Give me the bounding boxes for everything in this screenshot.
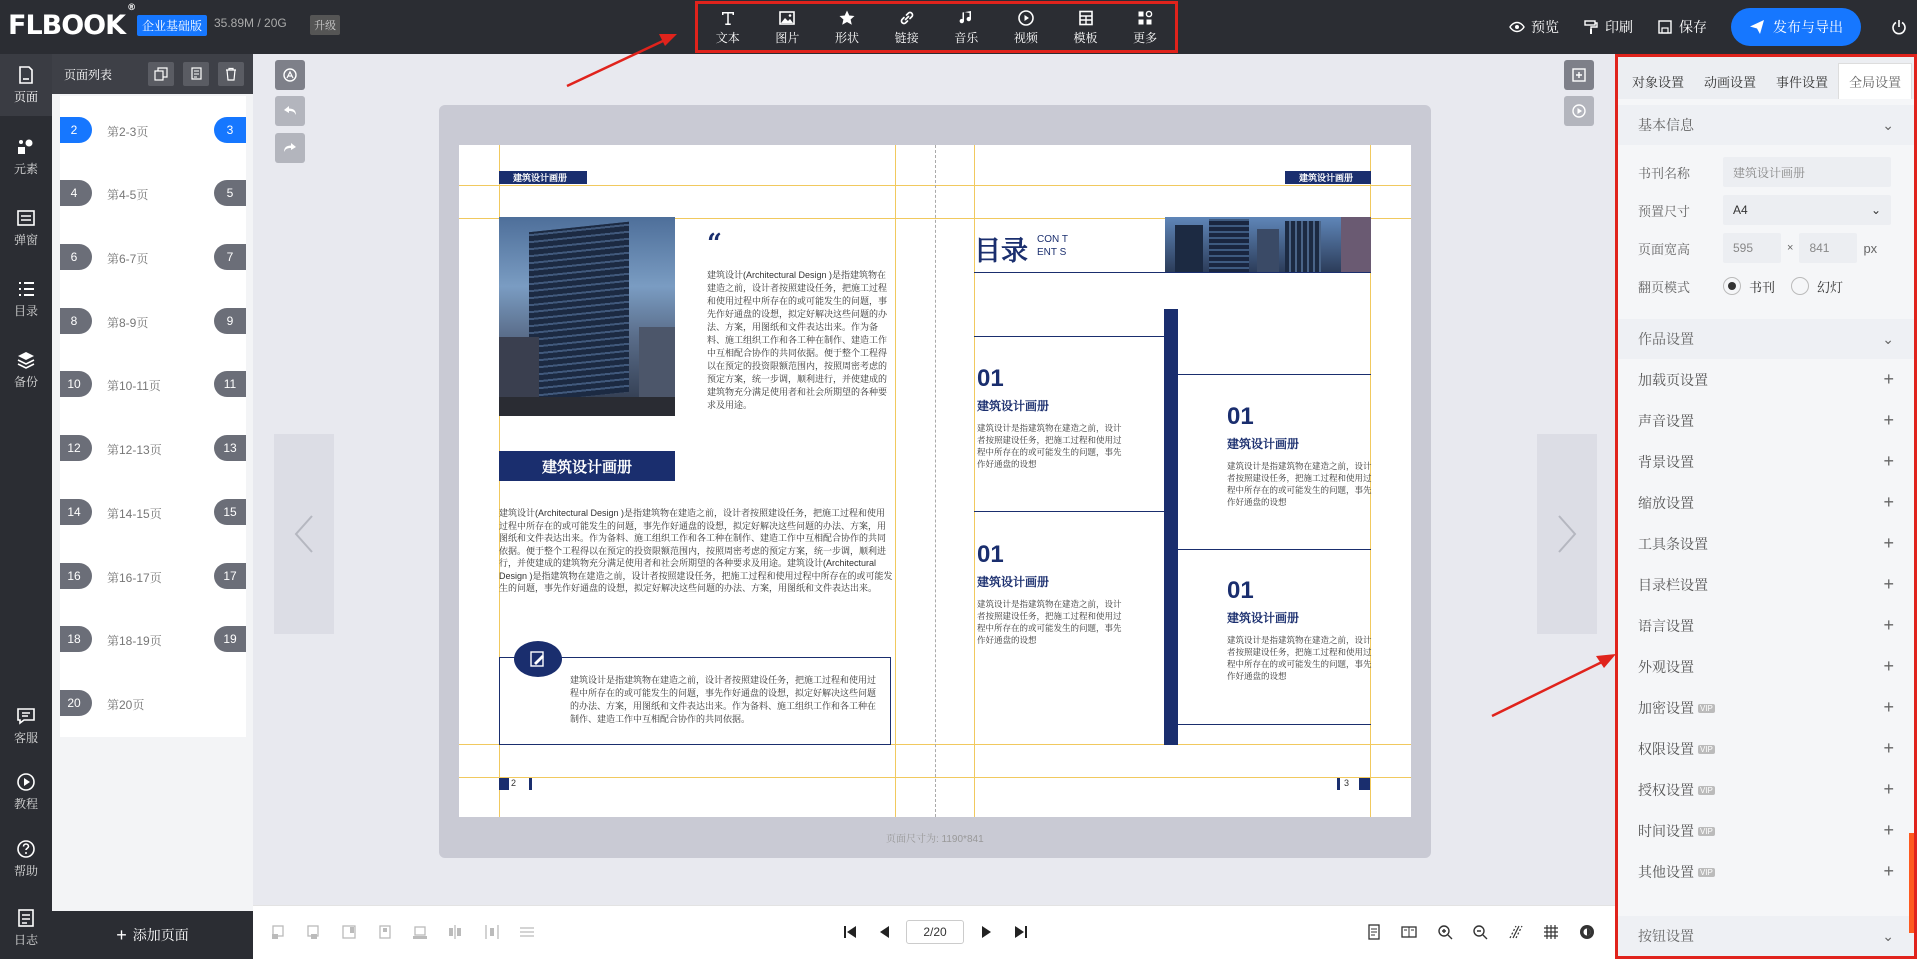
align-right-icon[interactable]	[341, 924, 357, 940]
nav-service[interactable]: 客服	[0, 695, 52, 757]
settings-panel: 对象设置 动画设置 事件设置 全局设置 基本信息 ⌄ 书刊名称 建筑设计画册 预置尺寸 A4 ⌄ 页面宽高 595 × 841 px 翻页模式 书刊 幻灯 作品设置 ⌄ 加载页设置 + 声音设置 + 背景设置 + 缩放设置 + 工具条设置 + 目录栏设置 + 语言设置 + 外观设置 + 加密设置 VIP + 权限设置 VIP + 授权设置 VIP + 时间设置 VIP + 其他设置 VIP + 按钮设置 ⌄	[1615, 54, 1917, 959]
eye-icon	[1509, 19, 1525, 35]
page-number-badge: 16	[60, 563, 92, 589]
play-circle-icon	[1571, 103, 1587, 119]
settings-row-label: 外观设置	[1638, 658, 1694, 675]
right-page-number: 3	[1344, 778, 1350, 788]
chevron-down-icon: ⌄	[1882, 330, 1894, 347]
plus-icon: +	[1883, 861, 1894, 881]
backup-icon	[16, 350, 36, 370]
plus-icon: +	[1883, 451, 1894, 471]
plus-icon: +	[1883, 533, 1894, 553]
text-icon	[719, 9, 737, 27]
settings-list	[1618, 359, 1914, 892]
spread-label: 第14-15页	[107, 507, 162, 521]
vip-badge: VIP	[1700, 745, 1713, 755]
skyline-photo[interactable]	[1165, 217, 1371, 273]
plus-icon: +	[1883, 369, 1894, 389]
settings-row-label: 目录栏设置	[1638, 576, 1708, 593]
top-bar	[0, 0, 1917, 54]
spread-label: 第10-11页	[107, 379, 161, 393]
copy-page-button[interactable]	[148, 62, 174, 86]
page-number-badge: 20	[60, 690, 92, 716]
page-list-title: 页面列表	[64, 67, 113, 82]
work-settings-section[interactable]: 作品设置 ⌄	[1618, 319, 1914, 359]
help-icon	[16, 839, 36, 859]
settings-row[interactable]	[1618, 564, 1914, 605]
page-height-input[interactable]: 841	[1799, 233, 1857, 263]
plus-icon: +	[1883, 492, 1894, 512]
left-page-tag: 建筑设计画册	[499, 171, 587, 184]
ai-tool-button[interactable]	[275, 60, 305, 90]
edition-badge: 企业基础版	[137, 15, 207, 36]
insert-toolbar	[695, 1, 1178, 53]
edit-note-icon	[514, 641, 562, 677]
storage-usage: 35.89M / 20G	[214, 16, 287, 30]
settings-row-label: 背景设置	[1638, 453, 1694, 470]
plus-icon: +	[116, 924, 127, 945]
align-middle-icon[interactable]	[412, 924, 428, 940]
spread-label: 第2-3页	[107, 125, 149, 139]
delete-page-button[interactable]	[218, 62, 244, 86]
spread-label: 第8-9页	[107, 316, 149, 330]
quote-mark: “	[707, 229, 722, 259]
toc-item[interactable]: 01 建筑设计画册 建筑设计是指建筑物在建造之前，设计者按照建设任务，把施工过程和使用过程中所存在的或可能发生的问题，事先作好通盘的设想	[1227, 403, 1372, 507]
settings-row[interactable]	[1618, 605, 1914, 646]
send-icon	[1749, 19, 1765, 35]
page-spread-item[interactable]	[60, 478, 246, 546]
distribute-h-icon[interactable]	[484, 924, 500, 940]
page-number-badge: 18	[60, 626, 92, 652]
zoom-out-icon[interactable]	[1472, 924, 1488, 940]
log-icon	[16, 908, 36, 928]
toc-divider-bar	[1164, 309, 1178, 745]
add-page-button[interactable]: + 添加页面	[52, 911, 253, 959]
unit-label: px	[1863, 240, 1878, 256]
plus-icon: +	[1883, 615, 1894, 635]
plus-icon: +	[1883, 779, 1894, 799]
tool-music[interactable]: 音乐	[954, 9, 978, 46]
page-dim-label: 页面宽高	[1638, 241, 1691, 257]
page-spread-item[interactable]	[60, 350, 246, 418]
book-name-label: 书刊名称	[1638, 165, 1691, 181]
prev-page-arrow[interactable]	[274, 434, 334, 634]
nav-page[interactable]: 页面	[0, 54, 52, 116]
page-number-badge: 6	[60, 244, 92, 270]
power-icon	[1891, 19, 1907, 35]
vip-badge: VIP	[1700, 868, 1713, 878]
popup-icon	[16, 208, 36, 228]
nav-tutorial[interactable]: 教程	[0, 761, 52, 823]
spread-view-icon[interactable]	[1401, 924, 1417, 940]
book-name-input[interactable]: 建筑设计画册	[1723, 157, 1891, 187]
tool-shape[interactable]: 形状	[835, 9, 859, 46]
settings-row-label: 授权设置	[1638, 781, 1694, 798]
settings-row-label: 声音设置	[1638, 412, 1694, 429]
zoom-in-icon[interactable]	[1437, 924, 1453, 940]
preset-size-select[interactable]: A4 ⌄	[1723, 195, 1891, 225]
page-list-panel	[52, 54, 253, 959]
tool-more[interactable]: 更多	[1133, 9, 1157, 46]
book-spread[interactable]	[459, 145, 1411, 817]
nav-help[interactable]: 帮助	[0, 828, 52, 890]
ruler-icon[interactable]	[1508, 924, 1524, 940]
note-box	[499, 657, 891, 745]
tab-event-settings[interactable]: 事件设置	[1776, 74, 1829, 90]
tab-global-settings[interactable]: 全局设置	[1838, 63, 1912, 99]
power-button[interactable]	[1881, 19, 1917, 35]
align-top-icon[interactable]	[377, 924, 393, 940]
quote-paragraph: 建筑设计(Architectural Design )是指建筑物在建造之前，设计者按照建设任务，把施工过程和使用过程中所存在的或可能发生的问题，事先作好通盘的设想，拟定好解决这些问题的办法、方案，用图纸和文件表达出来。作为备料、施工组织工作和各工种在制作、建造工作中互相配合协作的共同依据。便于整个工程得以在预定的投资限额范围内，按照周密考虑的预定方案，统一步调，顺利进行，并使建成的建筑物充分满足使用者和社会所期望的各种要求及用途。	[707, 270, 888, 410]
chevron-down-icon: ⌄	[1870, 203, 1881, 217]
settings-row[interactable]	[1618, 523, 1914, 564]
page-number-badge: 14	[60, 499, 92, 525]
save-icon	[1657, 19, 1673, 35]
distribute-v-icon[interactable]	[519, 924, 535, 940]
vip-badge: VIP	[1700, 786, 1713, 796]
right-page-tag: 建筑设计画册	[1285, 171, 1371, 184]
page-number-badge: 10	[60, 371, 92, 397]
template-icon	[1077, 9, 1095, 27]
settings-row[interactable]	[1618, 359, 1914, 400]
flip-mode-label: 翻页模式	[1638, 279, 1691, 295]
prev-page-icon[interactable]	[877, 924, 893, 940]
page-number-badge: 19	[214, 626, 246, 652]
nav-popup[interactable]: 弹窗	[0, 197, 52, 259]
chevron-right-icon	[1555, 514, 1579, 554]
undo-button[interactable]	[275, 96, 305, 126]
page-number-badge: 2	[60, 117, 92, 143]
page-spread-item[interactable]	[60, 287, 246, 355]
page-spread-item[interactable]	[60, 414, 246, 482]
basic-info-section[interactable]: 基本信息 ⌄	[1618, 105, 1914, 145]
page-number-badge: 5	[214, 180, 246, 206]
page-number-badge: 9	[214, 308, 246, 334]
nav-log[interactable]: 日志	[0, 897, 52, 959]
list-icon	[16, 279, 36, 299]
settings-row[interactable]	[1618, 441, 1914, 482]
tool-template[interactable]: 模板	[1074, 9, 1098, 46]
duplicate-icon	[189, 67, 203, 81]
settings-tabs	[1618, 57, 1914, 99]
plus-icon: +	[1883, 697, 1894, 717]
nav-toc[interactable]: 目录	[0, 268, 52, 330]
page-number-badge: 12	[60, 435, 92, 461]
page-number-badge: 8	[60, 308, 92, 334]
chat-icon	[16, 706, 36, 726]
page-number-badge: 11	[214, 371, 246, 397]
align-center-icon[interactable]	[306, 924, 322, 940]
settings-row-label: 时间设置	[1638, 822, 1694, 839]
settings-row-label: 加密设置	[1638, 699, 1694, 716]
settings-row[interactable]	[1618, 728, 1914, 769]
tab-object-settings[interactable]: 对象设置	[1632, 74, 1685, 90]
settings-row[interactable]	[1618, 851, 1914, 892]
flip-book-radio[interactable]	[1723, 277, 1741, 295]
trash-icon	[224, 67, 238, 81]
spread-label: 第20页	[107, 698, 145, 712]
ai-icon	[282, 67, 298, 83]
settings-row[interactable]	[1618, 769, 1914, 810]
last-page-icon[interactable]	[1013, 924, 1029, 940]
duplicate-page-button[interactable]	[183, 62, 209, 86]
add-layer-button[interactable]	[1564, 60, 1594, 90]
publish-export-button[interactable]: 发布与导出	[1731, 8, 1861, 46]
flip-slide-radio[interactable]	[1791, 277, 1809, 295]
settings-row[interactable]	[1618, 646, 1914, 687]
play-icon	[1017, 9, 1035, 27]
redo-icon	[282, 140, 298, 156]
settings-row-label: 其他设置	[1638, 863, 1694, 880]
settings-row[interactable]	[1618, 400, 1914, 441]
building-photo[interactable]	[499, 217, 675, 416]
spread-label: 第16-17页	[107, 571, 162, 585]
page-size-label: 页面尺寸为: 1190*841	[886, 834, 984, 845]
grid-icon[interactable]	[1543, 924, 1559, 940]
undo-icon	[282, 103, 298, 119]
settings-row[interactable]	[1618, 482, 1914, 523]
panel-scrollbar[interactable]	[1909, 833, 1914, 933]
page-number-badge: 4	[60, 180, 92, 206]
vip-badge: VIP	[1700, 704, 1713, 714]
plus-icon: +	[1883, 656, 1894, 676]
page-spread-item[interactable]	[60, 669, 246, 737]
bottom-toolbar	[253, 905, 1615, 959]
title-banner: 建筑设计画册	[499, 451, 675, 481]
page-spread-item[interactable]	[60, 159, 246, 227]
page-icon	[16, 65, 36, 85]
page-spread-item[interactable]	[60, 542, 246, 610]
toc-item[interactable]: 01 建筑设计画册 建筑设计是指建筑物在建造之前，设计者按照建设任务，把施工过程和使用过程中所存在的或可能发生的问题，事先作好通盘的设想	[977, 541, 1122, 645]
page-width-input[interactable]: 595	[1723, 233, 1781, 263]
link-icon	[898, 9, 916, 27]
settings-row[interactable]	[1618, 687, 1914, 728]
settings-row-label: 权限设置	[1638, 740, 1694, 757]
left-page-number: 2	[511, 778, 517, 788]
upgrade-button[interactable]: 升级	[310, 15, 340, 35]
tool-link[interactable]: 链接	[895, 9, 919, 46]
align-bottom-icon[interactable]	[447, 924, 463, 940]
plus-icon: +	[1883, 410, 1894, 430]
times-sign: ×	[1787, 242, 1794, 254]
spread-label: 第12-13页	[107, 443, 162, 457]
page-spread-item[interactable]	[60, 96, 246, 164]
toc-subtitle: CON TENT S	[1037, 234, 1068, 258]
plus-icon: +	[1883, 820, 1894, 840]
page-number-badge: 13	[214, 435, 246, 461]
page-number-badge: 15	[214, 499, 246, 525]
tutorial-icon	[16, 772, 36, 792]
page-number-badge: 17	[214, 563, 246, 589]
preset-size-label: 预置尺寸	[1638, 203, 1691, 219]
plus-icon: +	[1883, 738, 1894, 758]
copy-icon	[154, 67, 168, 81]
left-nav	[0, 54, 52, 959]
flbook-logo[interactable]: FLBOOK®	[8, 3, 136, 41]
toc-item[interactable]: 01 建筑设计画册 建筑设计是指建筑物在建造之前，设计者按照建设任务，把施工过程和使用过程中所存在的或可能发生的问题，事先作好通盘的设想	[1227, 577, 1372, 681]
roller-icon	[1583, 19, 1599, 35]
nav-element[interactable]: 元素	[0, 126, 52, 188]
settings-row-label: 工具条设置	[1638, 535, 1708, 552]
annotation-arrow-right	[1490, 650, 1620, 720]
page-number-badge: 7	[214, 244, 246, 270]
tool-video[interactable]: 视频	[1014, 9, 1038, 46]
chevron-down-icon: ⌄	[1882, 116, 1894, 133]
save-button[interactable]: 保存	[1657, 17, 1707, 37]
spread-label: 第4-5页	[107, 188, 149, 202]
star-icon	[838, 9, 856, 27]
page-number-input[interactable]: 2/20	[906, 920, 964, 944]
image-icon	[778, 9, 796, 27]
chevron-down-icon: ⌄	[1882, 927, 1894, 944]
settings-row-label: 语言设置	[1638, 617, 1694, 634]
first-page-icon[interactable]	[842, 924, 858, 940]
nav-backup[interactable]: 备份	[0, 339, 52, 401]
settings-row[interactable]	[1618, 810, 1914, 851]
spread-label: 第6-7页	[107, 252, 149, 266]
page-spread-item[interactable]	[60, 605, 246, 673]
align-left-icon[interactable]	[271, 924, 287, 940]
single-page-icon[interactable]	[1366, 924, 1382, 940]
vip-badge: VIP	[1700, 827, 1713, 837]
print-button[interactable]: 印刷	[1583, 17, 1633, 37]
theme-toggle-icon[interactable]	[1579, 924, 1595, 940]
layer-add-icon	[1571, 67, 1587, 83]
page-spread-item[interactable]	[60, 223, 246, 291]
button-settings-section[interactable]: 按钮设置 ⌄	[1618, 916, 1914, 956]
tool-text[interactable]: 文本	[716, 9, 740, 46]
next-page-icon[interactable]	[978, 924, 994, 940]
preview-button[interactable]: 预览	[1509, 17, 1559, 37]
plus-icon: +	[1883, 574, 1894, 594]
music-icon	[957, 9, 975, 27]
redo-button[interactable]	[275, 133, 305, 163]
chevron-left-icon	[292, 514, 316, 554]
annotation-arrow-top	[565, 30, 685, 90]
settings-row-label: 加载页设置	[1638, 371, 1708, 388]
tool-image[interactable]: 图片	[775, 9, 799, 46]
play-preview-button[interactable]	[1564, 96, 1594, 126]
settings-row-label: 缩放设置	[1638, 494, 1694, 511]
next-page-arrow[interactable]	[1537, 434, 1597, 634]
tab-animation-settings[interactable]: 动画设置	[1704, 74, 1757, 90]
toc-title: 目录	[974, 236, 1028, 266]
page-number-badge: 3	[214, 117, 246, 143]
body-paragraph: 建筑设计(Architectural Design )是指建筑物在建造之前，设计者按照建设任务，把施工过程和使用过程中所存在的或可能发生的问题，事先作好通盘的设想，拟定好解决这些问题的办法、方案，用图纸和文件表达出来。作为备料、施工组织工作和各工种在制作、建造工作中互相配合协作的共同依据。便于整个工程得以在预定的投资限额范围内，按照周密考虑的预定方案，统一步调，顺利进行，并使建成的建筑物充分满足使用者和社会所期望的各种要求及用途。建筑设计(Architectural Design )是指建筑物在建造之前，设计者按照建设任务，把施工过程和使用过程中所存在的或可能发生的问题，事先作好通盘的设想，拟定好解决这些问题的办法、方案，用图纸和文件表达出来。	[499, 508, 893, 593]
spread-label: 第18-19页	[107, 634, 162, 648]
note-text: 建筑设计是指建筑物在建造之前，设计者按照建设任务，把施工过程和使用过程中所存在的或可能发生的问题，事先作好通盘的设想，拟定好解决这些问题的办法、方案，用图纸和文件表达出来。作为备料、施工组织工作和各工种在制作、建造工作中互相配合协作的共同依据。	[570, 675, 877, 724]
page-list-header	[52, 54, 253, 94]
element-icon	[16, 137, 36, 157]
more-icon	[1136, 9, 1154, 27]
toc-item[interactable]: 01 建筑设计画册 建筑设计是指建筑物在建造之前，设计者按照建设任务，把施工过程和使用过程中所存在的或可能发生的问题，事先作好通盘的设想	[977, 365, 1122, 469]
